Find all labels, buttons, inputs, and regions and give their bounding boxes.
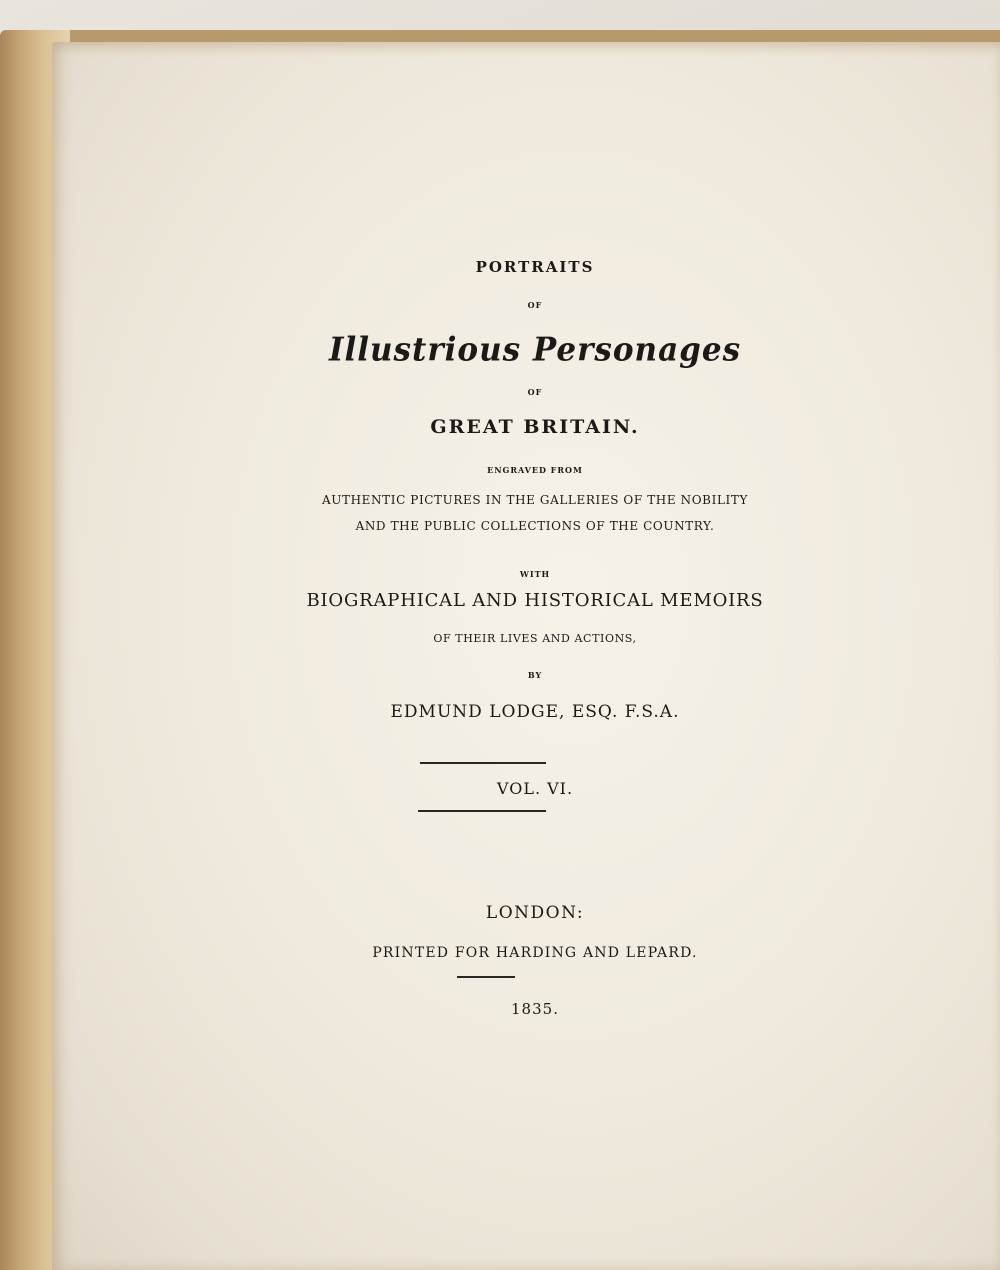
volume-rule-bottom <box>418 810 546 812</box>
connector-of-1: OF <box>527 300 543 310</box>
imprint-year: 1835. <box>511 1000 559 1018</box>
memoirs-line: BIOGRAPHICAL AND HISTORICAL MEMOIRS <box>306 590 764 611</box>
engraved-from-line: ENGRAVED FROM <box>487 465 583 475</box>
connector-of-2: OF <box>527 387 543 397</box>
with-line: WITH <box>519 569 551 579</box>
date-rule <box>457 976 515 978</box>
authentic-pictures-line-2: AND THE PUBLIC COLLECTIONS OF THE COUNTRY. <box>355 519 715 533</box>
volume-rule-top <box>420 762 546 764</box>
imprint-place: LONDON: <box>485 903 585 923</box>
imprint-printer: PRINTED FOR HARDING AND LEPARD. <box>372 945 698 961</box>
title-great-britain: GREAT BRITAIN. <box>430 416 640 438</box>
title-portraits: PORTRAITS <box>475 258 595 276</box>
title-illustrious-personages: Illustrious Personages <box>328 331 742 369</box>
lives-and-actions-line: OF THEIR LIVES AND ACTIONS, <box>433 632 637 645</box>
volume-number: VOL. VI. <box>496 779 574 798</box>
by-line: BY <box>527 670 543 680</box>
author-name: EDMUND LODGE, ESQ. F.S.A. <box>390 702 680 722</box>
authentic-pictures-line-1: AUTHENTIC PICTURES IN THE GALLERIES OF THE NOBILITY <box>322 493 748 507</box>
title-page <box>52 42 1000 1270</box>
